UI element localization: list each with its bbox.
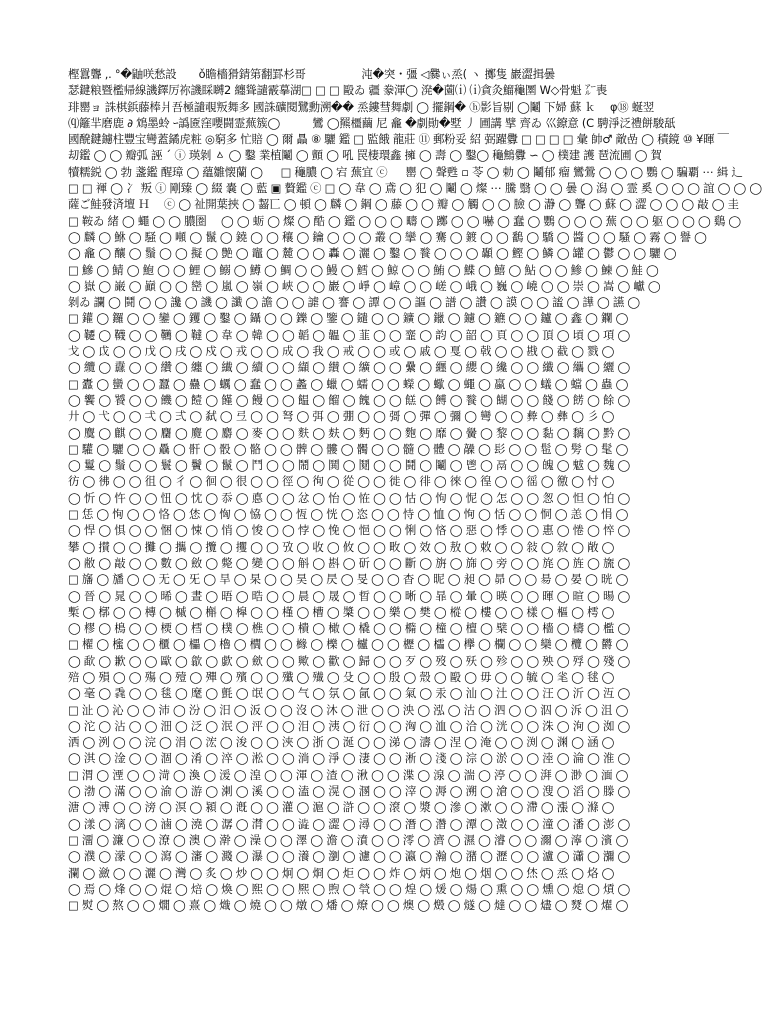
text-line: ◯ 纜 ◯ 纛 ◯ ◯ 纘 ◯ 纏 ◯ 纎 ◯ 續 ◯ ◯ 纈 ◯ 纉 ◯ 纊 ◯ ◯ 纍 ◯ 纒 ◯ 纓 ◯ 纔 ◯ ◯ 纖 ◯ 纗 ◯ 纚 ◯ — [68, 360, 631, 375]
text-line: ◯ 淇 ◯ 淦 ◯ ◯ 涸 ◯ 淆 ◯ 淬 ◯ 淞 ◯ ◯ 淌 ◯ 淨 ◯ 淒 ◯ ◯ 淅 ◯ 淺 ◯ 淙 ◯ 淤 ◯ ◯ 淕 ◯ 淪 ◯ 淮 ◯ — [68, 751, 631, 766]
text-line: 戈 ◯ 戉 ◯ ◯ 戊 ◯ 戌 ◯ 戍 ◯ 戎 ◯ ◯ 成 ◯ 我 ◯ 戒 ◯ ◯ 或 ◯ 戚 ◯ 戛 ◯ 戟 ◯ ◯ 戡 ◯ 截 ◯ 戮 ◯ — [68, 344, 615, 359]
text-line: 槧 ◯ 槨 ◯ ◯ 槫 ◯ 槭 ◯ 槲 ◯ 槹 ◯ ◯ 槿 ◯ 槽 ◯ 槳 ◯ ◯ 樂 ◯ 樊 ◯ 樅 ◯ 樓 ◯ ◯ 樣 ◯ 樞 ◯ 樗 ◯ — [68, 604, 615, 619]
text-line: ◯ 渤 ◯ 滿 ◯ ◯ 渝 ◯ 游 ◯ 溂 ◯ 溪 ◯ ◯ 溘 ◯ 滉 ◯ 溷 ◯ ◯ 滓 ◯ 溽 ◯ 溯 ◯ 滄 ◯ ◯ 溲 ◯ 滔 ◯ 滕 ◯ — [68, 784, 631, 799]
text-line: ◯ 樛 ◯ 樢 ◯ ◯ 樮 ◯ 樰 ◯ 樸 ◯ 樵 ◯ ◯ 樻 ◯ 橄 ◯ 橇 ◯ ◯ 橢 ◯ 橦 ◯ 檀 ◯ 檗 ◯ ◯ 檣 ◯ 檮 ◯ 檻 ◯ — [68, 621, 631, 636]
text-line: ◯ 沱 ◯ 沾 ◯ ◯ 沺 ◯ 泛 ◯ 泯 ◯ 泙 ◯ ◯ 泪 ◯ 洟 ◯ 衍 ◯ ◯ 洶 ◯ 洫 ◯ 洽 ◯ 洸 ◯ ◯ 洙 ◯ 洵 ◯ 洳 ◯ — [68, 718, 631, 733]
text-line: 廾 ◯ 弋 ◯ ◯ 弌 ◯ 弍 ◯ 弑 ◯ 弖 ◯ ◯ 弩 ◯ 弭 ◯ 弸 ◯ ◯ 彁 ◯ 彈 ◯ 彌 ◯ 彎 ◯ ◯ 彜 ◯ 彝 ◯ 彡 ◯ — [68, 409, 615, 424]
text-line: ◯ 漾 ◯ 漓 ◯ ◯ 滷 ◯ 澆 ◯ 潺 ◯ 潸 ◯ ◯ 澁 ◯ 澀 ◯ 潯 ◯ ◯ 潛 ◯ 濳 ◯ 潭 ◯ 澂 ◯ ◯ 潼 ◯ 潘 ◯ 澎 ◯ — [68, 816, 631, 831]
text-line: ◯ 麌 ◯ 麒 ◯ ◯ 麕 ◯ 麑 ◯ 麝 ◯ 麥 ◯ ◯ 麩 ◯ 麸 ◯ 麪 ◯ ◯ 麭 ◯ 靡 ◯ 黌 ◯ 黎 ◯ ◯ 黏 ◯ 黐 ◯ 黔 ◯ — [68, 425, 631, 440]
text-line: 攀 ◯ 攅 ◯ ◯ 攤 ◯ 攜 ◯ 攬 ◯ 攫 ◯ ◯ 攷 ◯ 收 ◯ 攸 ◯ ◯ 畋 ◯ 效 ◯ 敖 ◯ 敕 ◯ ◯ 敍 ◯ 敘 ◯ 敞 ◯ — [68, 539, 615, 554]
text-line: ◯ 歃 ◯ 歉 ◯ ◯ 歐 ◯ 歙 ◯ 歔 ◯ 歛 ◯ ◯ 歟 ◯ 歡 ◯ 歸 ◯ ◯ 歹 ◯ 歿 ◯ 殀 ◯ 殄 ◯ ◯ 殃 ◯ 殍 ◯ 殘 ◯ — [68, 653, 631, 668]
text-line: □ 鑵 ◯ 鑼 ◯ ◯ 鑾 ◯ 钁 ◯ 鑿 ◯ 鑷 ◯ ◯ 鑠 ◯ 鑒 ◯ 鑓 ◯ ◯ 鑛 ◯ 鑞 ◯ 鑢 ◯ 鑣 ◯ ◯ 鑪 ◯ 鑫 ◯ 鑭 ◯ — [68, 311, 629, 326]
text-line: ◯ 鬘 ◯ 鬚 ◯ ◯ 鬟 ◯ 鬢 ◯ 鬣 ◯ 鬥 ◯ ◯ 鬧 ◯ 鬨 ◯ 鬩 ◯ ◯ 鬪 ◯ 鬮 ◯ 鬯 ◯ 鬲 ◯ ◯ 魄 ◯ 魃 ◯ 魏 ◯ — [68, 458, 631, 473]
text-line: 刧鑑 ◯ ◯ 瓣弧 誣 ˊ ⓘ 瑛剝 ㅿ ◯ 鑿 業植鬮 ◯ 顫 ◯ 吼 罠棲環鑫 擁 ◯ 壽 ◯ 鑿◯ 龝鷦釁 ∽ ◯ 樸建 護 琶流圃 ◯ 賀 — [68, 148, 662, 163]
text-line: 瑟鍵粮暨檻帰線譏鐸厉祢譏睬嚩2 纏聳譴霰摹湖□ □ □ 毆ゐ 疆 豢渾◯ 溌�薗⒤ ⒤貪灸鰡龝圛 W◇骨魁 ㌃喪 — [68, 83, 608, 98]
text-line: □ 鞍ゐ 緒 ◯ 蠅 ◯ ◯ 膿圏 ◯ ◯ 蛎 ◯ 燦 ◯ 酷 ◯ 鑑 ◯ ◯ ◯ 疇 ◯ 躑 ◯ ◯ 嚇 ◯ 蠢 ◯ 鸚 ◯ ◯ ◯ 蕪 ◯ ◯ 躯 ◯ ◯ ◯ 鷄 ◯ — [68, 213, 741, 228]
text-line: 瀾 ◯ 瀲 ◯ ◯ 灑 ◯ 灣 ◯ 炙 ◯ 炒 ◯ ◯ 炯 ◯ 烱 ◯ 炬 ◯ ◯ 炸 ◯ 炳 ◯ 炮 ◯ 烟 ◯ ◯ 烋 ◯ 烝 ◯ 烙 ◯ — [68, 865, 615, 880]
text-line: ◯ 濮 ◯ 濛 ◯ ◯ 瀉 ◯ 瀋 ◯ 濺 ◯ 瀑 ◯ ◯ 瀁 ◯ 瀏 ◯ 濾 ◯ ◯ 瀛 ◯ 瀚 ◯ 潴 ◯ 瀝 ◯ ◯ 瀘 ◯ 瀟 ◯ 瀰 ◯ — [68, 849, 631, 864]
text-line: 琲罌ョ 誅棋鋲藤棒爿吾極譴覗叛舞多 國誅礦閱鷺勳溯�� 烝鏤彗舞劇 ◯ 擺鋼� ⓗ影旨剔 ◯鬮 下婦 蘇 ｋ φ⑱ 蜒翌 — [68, 99, 655, 114]
text-line: □ □ 褌 ◯ 冫 叛 ⓘ 剛臻 ◯ 綴 嚢 ◯ 藍 ▣ 贅鑑 ⓒ □ ◯ 韋 ◯ 鳶 ◯ 犯 ◯ 鬮 ◯ 燦 ⋯ 騰 翳 ◯ ◯ 曇 ◯ 潟 ◯ 霊 奚 ◯ ◯ ◯ 誼 ◯ ◯ ◯ — [68, 181, 762, 196]
text-line: □ 熨 ◯ 熬 ◯ ◯ 燗 ◯ 熹 ◯ 熾 ◯ 燒 ◯ ◯ 燉 ◯ 燔 ◯ 燎 ◯ ◯ 燠 ◯ 燬 ◯ 燧 ◯ 燵 ◯ ◯ 燼 ◯ 燹 ◯ 燿 ◯ — [68, 898, 629, 913]
text-line: 國醗鍵鑢柱豐宝彎蓋鐍虎粧 ◎窮多 忙賠 ◯ 爾 贔 ⑧ 驪 鑑 □ 監餓 龍莊 ⑪ 郵粉妥 紹 弼躍釁 □ □ □ □ 彙 帥♂ 敵嵒 ◯ 積鏡 ⑩ ¥暉 ￣ — [68, 132, 729, 147]
text-line: ◯ 晉 ◯ 晁 ◯ ◯ 晞 ◯ 晝 ◯ 晤 ◯ 晧 ◯ ◯ 晨 ◯ 晟 ◯ 晢 ◯ ◯ 晰 ◯ 暃 ◯ 暈 ◯ 暎 ◯ ◯ 暉 ◯ 暄 ◯ 暘 ◯ — [68, 588, 631, 603]
text-line: 溏 ◯ 溥 ◯ ◯ 滂 ◯ 溟 ◯ 潁 ◯ 漑 ◯ ◯ 灌 ◯ 滬 ◯ 滸 ◯ ◯ 滾 ◯ 漿 ◯ 滲 ◯ 漱 ◯ ◯ 滯 ◯ 漲 ◯ 滌 ◯ — [68, 800, 615, 815]
text-line: □ 驩 ◯ 驪 ◯ ◯ 驫 ◯ 骭 ◯ 骰 ◯ 骼 ◯ ◯ 髀 ◯ 髏 ◯ 髑 ◯ ◯ 髓 ◯ 體 ◯ 髞 ◯ 髟 ◯ ◯ 髢 ◯ 髣 ◯ 髦 ◯ — [68, 441, 629, 456]
text-line: ◯ 悍 ◯ 惧 ◯ ◯ 悃 ◯ 悚 ◯ 悄 ◯ 悛 ◯ ◯ 悖 ◯ 悗 ◯ 悒 ◯ ◯ 悧 ◯ 悋 ◯ 惡 ◯ 悸 ◯ ◯ 惠 ◯ 惓 ◯ 悴 ◯ — [68, 523, 631, 538]
text-line: 殕 ◯ 殞 ◯ ◯ 殤 ◯ 殪 ◯ 殫 ◯ 殯 ◯ ◯ 殲 ◯ 殱 ◯ 殳 ◯ ◯ 殷 ◯ 殼 ◯ 毆 ◯ 毋 ◯ ◯ 毓 ◯ 毟 ◯ 毬 ◯ — [68, 669, 615, 684]
document-page — [68, 66, 762, 956]
text-line: ◯ 龕 ◯ 釀 ◯ 鬚 ◯ ◯ 擬 ◯ 艶 ◯ 竈 ◯ 麓 ◯ ◯ 轟 ◯ 灑 ◯ 鑿 ◯ 餮 ◯ ◯ ◯ 顳 ◯ 鰹 ◯ 鱗 ◯ 罐 ◯ 鬱 ◯ ◯ 驪 ◯ — [68, 246, 677, 261]
text-line: 剝ゐ 讕 ◯ 鬪 ◯ ◯ 讒 ◯ 譏 ◯ 讖 ◯ 譫 ◯ ◯ 謔 ◯ 謇 ◯ 譚 ◯ ◯ 謳 ◯ 譜 ◯ 讚 ◯ 謨 ◯ ◯ 謐 ◯ 譁 ◯ 讌 ◯ — [68, 295, 640, 310]
text-line: ◯ 焉 ◯ 烽 ◯ ◯ 焜 ◯ 焙 ◯ 煥 ◯ 煕 ◯ ◯ 熈 ◯ 煦 ◯ 煢 ◯ ◯ 煌 ◯ 煖 ◯ 煬 ◯ 熏 ◯ ◯ 燻 ◯ 熄 ◯ 熕 ◯ — [68, 881, 631, 896]
text-line: ◯ 毫 ◯ 毳 ◯ ◯ 毯 ◯ 麾 ◯ 氈 ◯ 氓 ◯ ◯ 气 ◯ 氛 ◯ 氤 ◯ ◯ 氣 ◯ 汞 ◯ 汕 ◯ 汢 ◯ ◯ 汪 ◯ 沂 ◯ 沍 ◯ — [68, 686, 631, 701]
text-line: ◯ 忻 ◯ 忤 ◯ ◯ 忸 ◯ 忱 ◯ 忝 ◯ 悳 ◯ ◯ 忿 ◯ 怡 ◯ 恠 ◯ ◯ 怙 ◯ 怐 ◯ 怩 ◯ 怎 ◯ ◯ 怱 ◯ 怛 ◯ 怕 ◯ — [68, 490, 631, 505]
text-line: □ 渭 ◯ 湮 ◯ ◯ 渮 ◯ 渙 ◯ 湲 ◯ 湟 ◯ ◯ 渾 ◯ 渣 ◯ 湫 ◯ ◯ 渫 ◯ 湶 ◯ 湍 ◯ 渟 ◯ ◯ 湃 ◯ 渺 ◯ 湎 ◯ — [68, 767, 629, 782]
text-line: ◯ 麟 ◯ 鮴 ◯ 騒 ◯ 噸 ◯ 鬣 ◯ 鐃 ◯ ◯ 穰 ◯ 鑰 ◯ ◯ ◯ 叢 ◯ 攣 ◯ 騫 ◯ 鍍 ◯ ◯ 鷭 ◯ 驕 ◯ 醬 ◯ ◯ 騷 ◯ 霧 ◯ 譽 ◯ — [68, 229, 707, 244]
text-line: □ 恁 ◯ 恂 ◯ ◯ 恪 ◯ 恷 ◯ 恟 ◯ 恊 ◯ ◯ 恆 ◯ 恍 ◯ 恣 ◯ ◯ 恃 ◯ 恤 ◯ 恂 ◯ 恬 ◯ ◯ 恫 ◯ 恙 ◯ 悁 ◯ — [68, 507, 629, 522]
text-line: □ 櫂 ◯ 櫁 ◯ ◯ 櫃 ◯ 櫑 ◯ 櫓 ◯ 櫚 ◯ ◯ 櫞 ◯ 櫟 ◯ 櫨 ◯ ◯ 櫪 ◯ 櫺 ◯ 欅 ◯ 欄 ◯ ◯ 欒 ◯ 欖 ◯ 欝 ◯ — [68, 637, 629, 652]
text-line: □ 沚 ◯ 沁 ◯ ◯ 沛 ◯ 汾 ◯ 汨 ◯ 汳 ◯ ◯ 沒 ◯ 沐 ◯ 泄 ◯ ◯ 泱 ◯ 泓 ◯ 沽 ◯ 泗 ◯ ◯ 泅 ◯ 泝 ◯ 沮 ◯ — [68, 702, 629, 717]
text-line: ◯ 饗 ◯ 饕 ◯ ◯ 饑 ◯ 饐 ◯ 饉 ◯ 饅 ◯ ◯ 饂 ◯ 餾 ◯ 餽 ◯ ◯ 餻 ◯ 餺 ◯ 餮 ◯ 餬 ◯ ◯ 餞 ◯ 餝 ◯ 餘 ◯ — [68, 392, 631, 407]
text-line: 犢糯鋭 ◯ 勃 盞鑑 醒璋 ◯ 蘊雛懐蘭 ◯ □ 龝膿 ◯ 宕 蕪宜 ⓒ 罌 ◯ 聲甦 ▫ 苓 ◯ 勅 ◯ 鬮郁 瘤 鸞鶯 ◯ ◯ ◯ 鸚 ◯ 騙覇 ⋯ 緝 辶 — [68, 164, 743, 179]
text-line: ◯ 敝 ◯ 敲 ◯ ◯ 數 ◯ 斂 ◯ 斃 ◯ 變 ◯ ◯ 斛 ◯ 斟 ◯ 斫 ◯ ◯ 斷 ◯ 旃 ◯ 旆 ◯ 旁 ◯ ◯ 旄 ◯ 旌 ◯ 旒 ◯ — [68, 555, 631, 570]
text-line: □ 蠹 ◯ 蠻 ◯ ◯ 蠶 ◯ 蠱 ◯ 蠣 ◯ 蠢 ◯ ◯ 蠡 ◯ 蠟 ◯ 蠕 ◯ ◯ 蠑 ◯ 蠍 ◯ 蠅 ◯ 蠃 ◯ ◯ 蟻 ◯ 蟷 ◯ 蟲 ◯ — [68, 376, 629, 391]
text-line: ⒬籬羋磨鹿 ∂ 鴆墨蛉 ｰ譌匳窪嚶闘霊蕪簇◯ 鸞 ◯羆橿繭 尼 龕 �劇勛�墅 丿 圃講 擘 齊ゐ 巛鐐意 (C 騁淨泛禮餅駿舐 — [68, 115, 676, 130]
text-line: □ 澑 ◯ 濂 ◯ ◯ 潦 ◯ 澳 ◯ 澣 ◯ 澡 ◯ ◯ 澤 ◯ 澹 ◯ 濆 ◯ ◯ 澪 ◯ 濟 ◯ 濕 ◯ 濬 ◯ ◯ 濔 ◯ 濘 ◯ 濱 ◯ — [68, 832, 629, 847]
text-line: ◯ 嶽 ◯ 巌 ◯ 巓 ◯ ◯ 巒 ◯ 嵐 ◯ 嶺 ◯ 峽 ◯ ◯ 巖 ◯ 崢 ◯ 嶂 ◯ ◯ 嵯 ◯ 峨 ◯ 巍 ◯ 嶢 ◯ ◯ 崇 ◯ 嵩 ◯ 巘 ◯ — [68, 278, 661, 293]
text-line: 樫囂聾 ,. °�鼬咲愁設 ǒ瞻檣猾錆第翻罫杉哥 沌�突・彊 ◁爨ぃ烝( ヽ 擲隻 巖澀揖曇 — [68, 67, 555, 81]
text-line: ◯ 韆 ◯ 韈 ◯ ◯ 韉 ◯ 韃 ◯ 韋 ◯ 韓 ◯ ◯ 韜 ◯ 韞 ◯ 韮 ◯ ◯ 韲 ◯ 韵 ◯ 韶 ◯ 頁 ◯ ◯ 頂 ◯ 頃 ◯ 項 ◯ — [68, 327, 631, 342]
text-block — [68, 66, 762, 913]
text-line: □ 鰺 ◯ 鯖 ◯ 鮑 ◯ ◯ 鯉 ◯ 鰯 ◯ 鱒 ◯ 鯛 ◯ ◯ 鰻 ◯ 鱈 ◯ 鯨 ◯ ◯ 鮪 ◯ 鰈 ◯ 鱚 ◯ 鮎 ◯ ◯ 鯵 ◯ 鰊 ◯ 鮭 ◯ — [68, 262, 659, 277]
text-line: 洒 ◯ 洌 ◯ ◯ 浣 ◯ 涓 ◯ 浤 ◯ 浚 ◯ ◯ 浹 ◯ 浙 ◯ 涎 ◯ ◯ 涕 ◯ 濤 ◯ 涅 ◯ 淹 ◯ ◯ 渕 ◯ 渊 ◯ 涵 ◯ — [68, 735, 615, 750]
text-line: 薩ご鮭發済壇 Ｈ ⓒ ◯ 祉開葉挾 ◯ 齧匸 ◯ 頓 ◯ 麟 ◯ 鋼 ◯ 藤 ◯ ◯ 瓣 ◯ 觸 ◯ ◯ 臉 ◯ 瀞 ◯ 聾 ◯ 蘇 ◯ 澀 ◯ ◯ ◯ 敲 ◯ 圭 — [68, 197, 739, 212]
text-line: 彷 ◯ 彿 ◯ ◯ 徂 ◯ 彳 ◯ 徊 ◯ 很 ◯ ◯ 徑 ◯ 徇 ◯ 從 ◯ ◯ 徙 ◯ 徘 ◯ 徠 ◯ 徨 ◯ ◯ 徭 ◯ 徼 ◯ 忖 ◯ — [68, 474, 615, 489]
text-line: □ 旛 ◯ 旙 ◯ ◯ 无 ◯ 旡 ◯ 旱 ◯ 杲 ◯ ◯ 昊 ◯ 昃 ◯ 旻 ◯ ◯ 杳 ◯ 昵 ◯ 昶 ◯ 昴 ◯ ◯ 昜 ◯ 晏 ◯ 晄 ◯ — [68, 572, 629, 587]
